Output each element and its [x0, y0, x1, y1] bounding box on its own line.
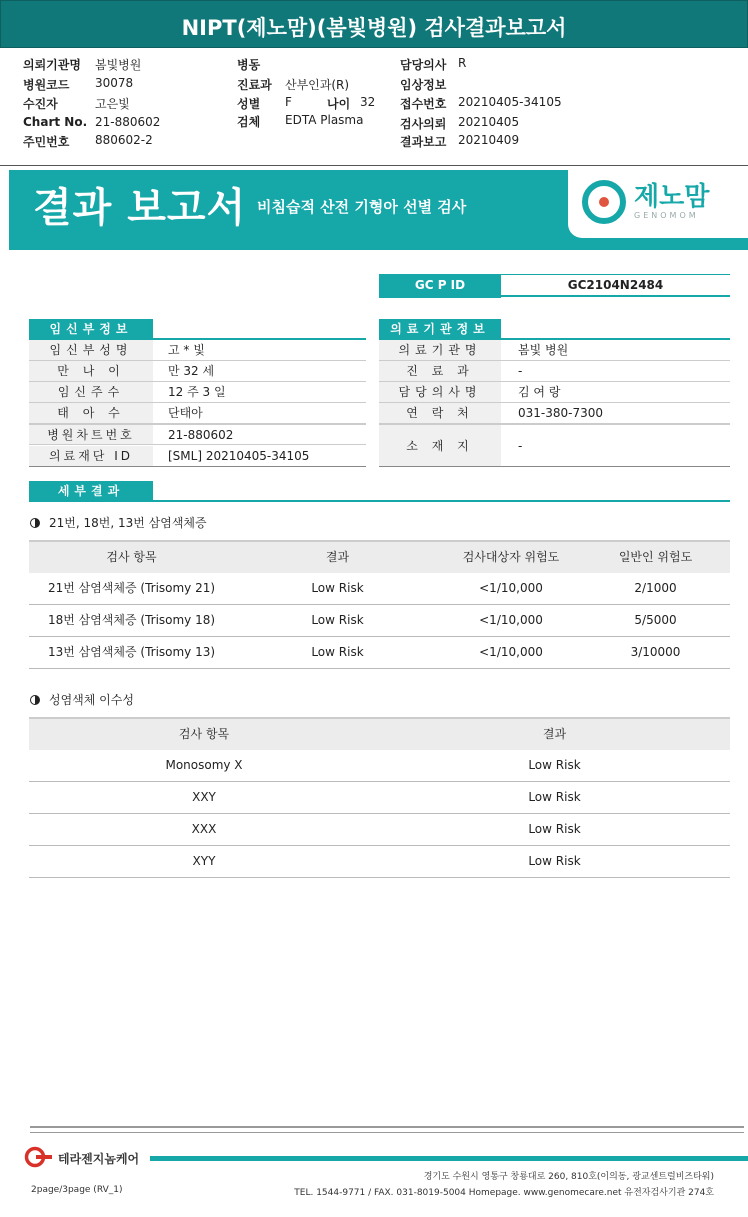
footer-divider [30, 1126, 744, 1128]
table-cell: Low Risk [528, 822, 581, 836]
row-label: 임신주수 [29, 382, 153, 402]
table-cell: 13번 삼염색체증 (Trisomy 13) [47, 645, 216, 659]
header-value: 20210405 [458, 115, 520, 129]
sex-chromosome-section-title [30, 691, 134, 708]
table-cell: XYY [192, 854, 216, 868]
column-header: 결과 [325, 550, 350, 564]
trisomy-section-title [30, 514, 207, 531]
row-value: - [518, 439, 523, 453]
row-label: 임신부성명 [29, 340, 153, 360]
gcp-id-value: GC2104N2484 [567, 278, 664, 292]
header-label: 검체 [237, 115, 261, 129]
detail-results-heading: 세부결과 [29, 481, 153, 501]
row-label: 의료재단 ID [29, 446, 153, 466]
pregnant-row [29, 424, 366, 445]
section-title-text: 성염색체 이수성 [49, 693, 134, 707]
half-circle-icon [30, 695, 40, 705]
institution-row [379, 361, 730, 382]
header-value: 880602-2 [95, 133, 153, 147]
table-cell: 3/10000 [630, 645, 681, 659]
logo-dot [599, 197, 609, 207]
table-cell: Low Risk [528, 854, 581, 868]
pregnant-row [29, 340, 366, 361]
column-header: 결과 [542, 727, 567, 741]
column-header: 검사 항목 [106, 550, 157, 564]
row-label: 병원차트번호 [29, 425, 153, 444]
row-value: 고 * 빛 [168, 343, 205, 357]
row-label: 진 료 과 [379, 361, 501, 381]
table-cell: 18번 삼염색체증 (Trisomy 18) [47, 613, 216, 627]
table-cell: <1/10,000 [479, 581, 543, 595]
header-label: 성별 [237, 97, 261, 111]
header-label: Chart No. [23, 115, 88, 129]
table-row [29, 637, 730, 669]
table-cell: Low Risk [311, 581, 364, 595]
banner-title: 결과 보고서 [33, 185, 247, 231]
row-label: 태 아 수 [29, 403, 153, 423]
row-label: 만 나 이 [29, 361, 153, 381]
table-cell: 2/1000 [634, 581, 677, 595]
footer-divider [30, 1132, 744, 1133]
header-label: 검사의뢰 [400, 117, 447, 131]
table-cell: XXY [192, 790, 216, 804]
pregnant-row [29, 361, 366, 382]
header-label: 임상정보 [400, 78, 447, 92]
header-label: 주민번호 [23, 135, 70, 149]
row-value: 김 여 랑 [518, 385, 561, 399]
header-label: 결과보고 [400, 135, 447, 149]
request-header [0, 48, 748, 166]
section-title-text: 21번, 18번, 13번 삼염색체증 [49, 516, 207, 530]
row-value: 031-380-7300 [518, 406, 604, 420]
row-value: 21-880602 [168, 428, 234, 442]
table-header [29, 717, 730, 750]
genomom-logo [568, 170, 748, 238]
company-contact: TEL. 1544-9771 / FAX. 031-8019-5004 Homepage. www.genomecare.net 유전자검사기관 274호 [294, 1188, 714, 1198]
row-value: 봄빛 병원 [518, 343, 569, 357]
institution-row [379, 340, 730, 361]
header-value: 20210405-34105 [458, 95, 562, 109]
document-title: NIPT(제노맘)(봄빛병원) 검사결과보고서 [0, 0, 748, 48]
row-label: 의료기관명 [379, 340, 501, 360]
table-cell: Monosomy X [165, 758, 243, 772]
section-divider [29, 500, 730, 502]
column-header: 검사대상자 위험도 [462, 550, 560, 564]
institution-row [379, 403, 730, 424]
mother-baby-icon [582, 180, 626, 224]
logo-subtext: GENOMOM [634, 211, 699, 220]
table-cell: Low Risk [311, 613, 364, 627]
table-cell: XXX [191, 822, 217, 836]
institution-row [379, 424, 730, 467]
header-value: 산부인과(R) [285, 78, 350, 92]
header-label: 나이 [327, 97, 351, 111]
gcp-id-box [379, 274, 730, 297]
row-value: [SML] 20210405-34105 [168, 449, 310, 463]
row-value: 단태아 [168, 406, 203, 420]
header-label: 접수번호 [400, 97, 447, 111]
header-value: 봄빛병원 [95, 58, 142, 72]
header-label: 수진자 [23, 97, 58, 111]
banner-subtitle: 비침습적 산전 기형아 선별 검사 [257, 198, 467, 216]
pregnant-row [29, 446, 366, 467]
row-value: 12 주 3 일 [168, 385, 226, 399]
header-value: 30078 [95, 76, 134, 90]
institution-info-heading: 의료기관정보 [379, 319, 501, 339]
logo-name: 제노맘 [634, 182, 710, 212]
row-label: 담당의사명 [379, 382, 501, 402]
page-number: 2page/3page (RV_1) [31, 1185, 123, 1195]
table-row [29, 605, 730, 637]
institution-row [379, 382, 730, 403]
header-label: 병원코드 [23, 78, 70, 92]
gcp-id-label: GC P ID [379, 274, 501, 298]
header-value: F [285, 95, 292, 109]
row-label: 연 락 처 [379, 403, 501, 423]
header-value: 고은빛 [95, 97, 130, 111]
half-circle-icon [30, 518, 40, 528]
header-value: 21-880602 [95, 115, 161, 129]
table-row [29, 750, 730, 782]
header-label: 병동 [237, 58, 261, 72]
row-value: 만 32 세 [168, 364, 215, 378]
company-name: 테라젠지놈케어 [58, 1152, 140, 1166]
header-value: R [458, 56, 467, 70]
report-banner [9, 170, 748, 250]
table-row [29, 782, 730, 814]
table-row [29, 814, 730, 846]
terragen-logo-icon [24, 1146, 54, 1168]
pregnant-row [29, 403, 366, 424]
footer-accent-bar [150, 1156, 748, 1161]
table-cell: Low Risk [528, 790, 581, 804]
pregnant-info-heading: 임신부정보 [29, 319, 153, 339]
column-header: 검사 항목 [178, 727, 230, 741]
table-row [29, 573, 730, 605]
header-value: EDTA Plasma [285, 113, 364, 127]
row-value: - [518, 364, 523, 378]
table-header [29, 540, 730, 573]
header-value: 20210409 [458, 133, 520, 147]
table-cell: Low Risk [528, 758, 581, 772]
table-cell: Low Risk [311, 645, 364, 659]
table-cell: <1/10,000 [479, 645, 543, 659]
column-header: 일반인 위험도 [618, 550, 693, 564]
table-cell: 21번 삼염색체증 (Trisomy 21) [47, 581, 216, 595]
table-cell: <1/10,000 [479, 613, 543, 627]
header-label: 담당의사 [400, 58, 447, 72]
pregnant-row [29, 382, 366, 403]
header-value: 32 [360, 95, 376, 109]
header-label: 진료과 [237, 78, 272, 92]
company-address: 경기도 수원시 영통구 창룡대로 260, 810호(이의동, 광교센트럴비즈타워) [423, 1172, 714, 1182]
table-row [29, 846, 730, 878]
table-cell: 5/5000 [634, 613, 677, 627]
header-label: 의뢰기관명 [23, 58, 81, 72]
row-label: 소 재 지 [379, 425, 501, 466]
